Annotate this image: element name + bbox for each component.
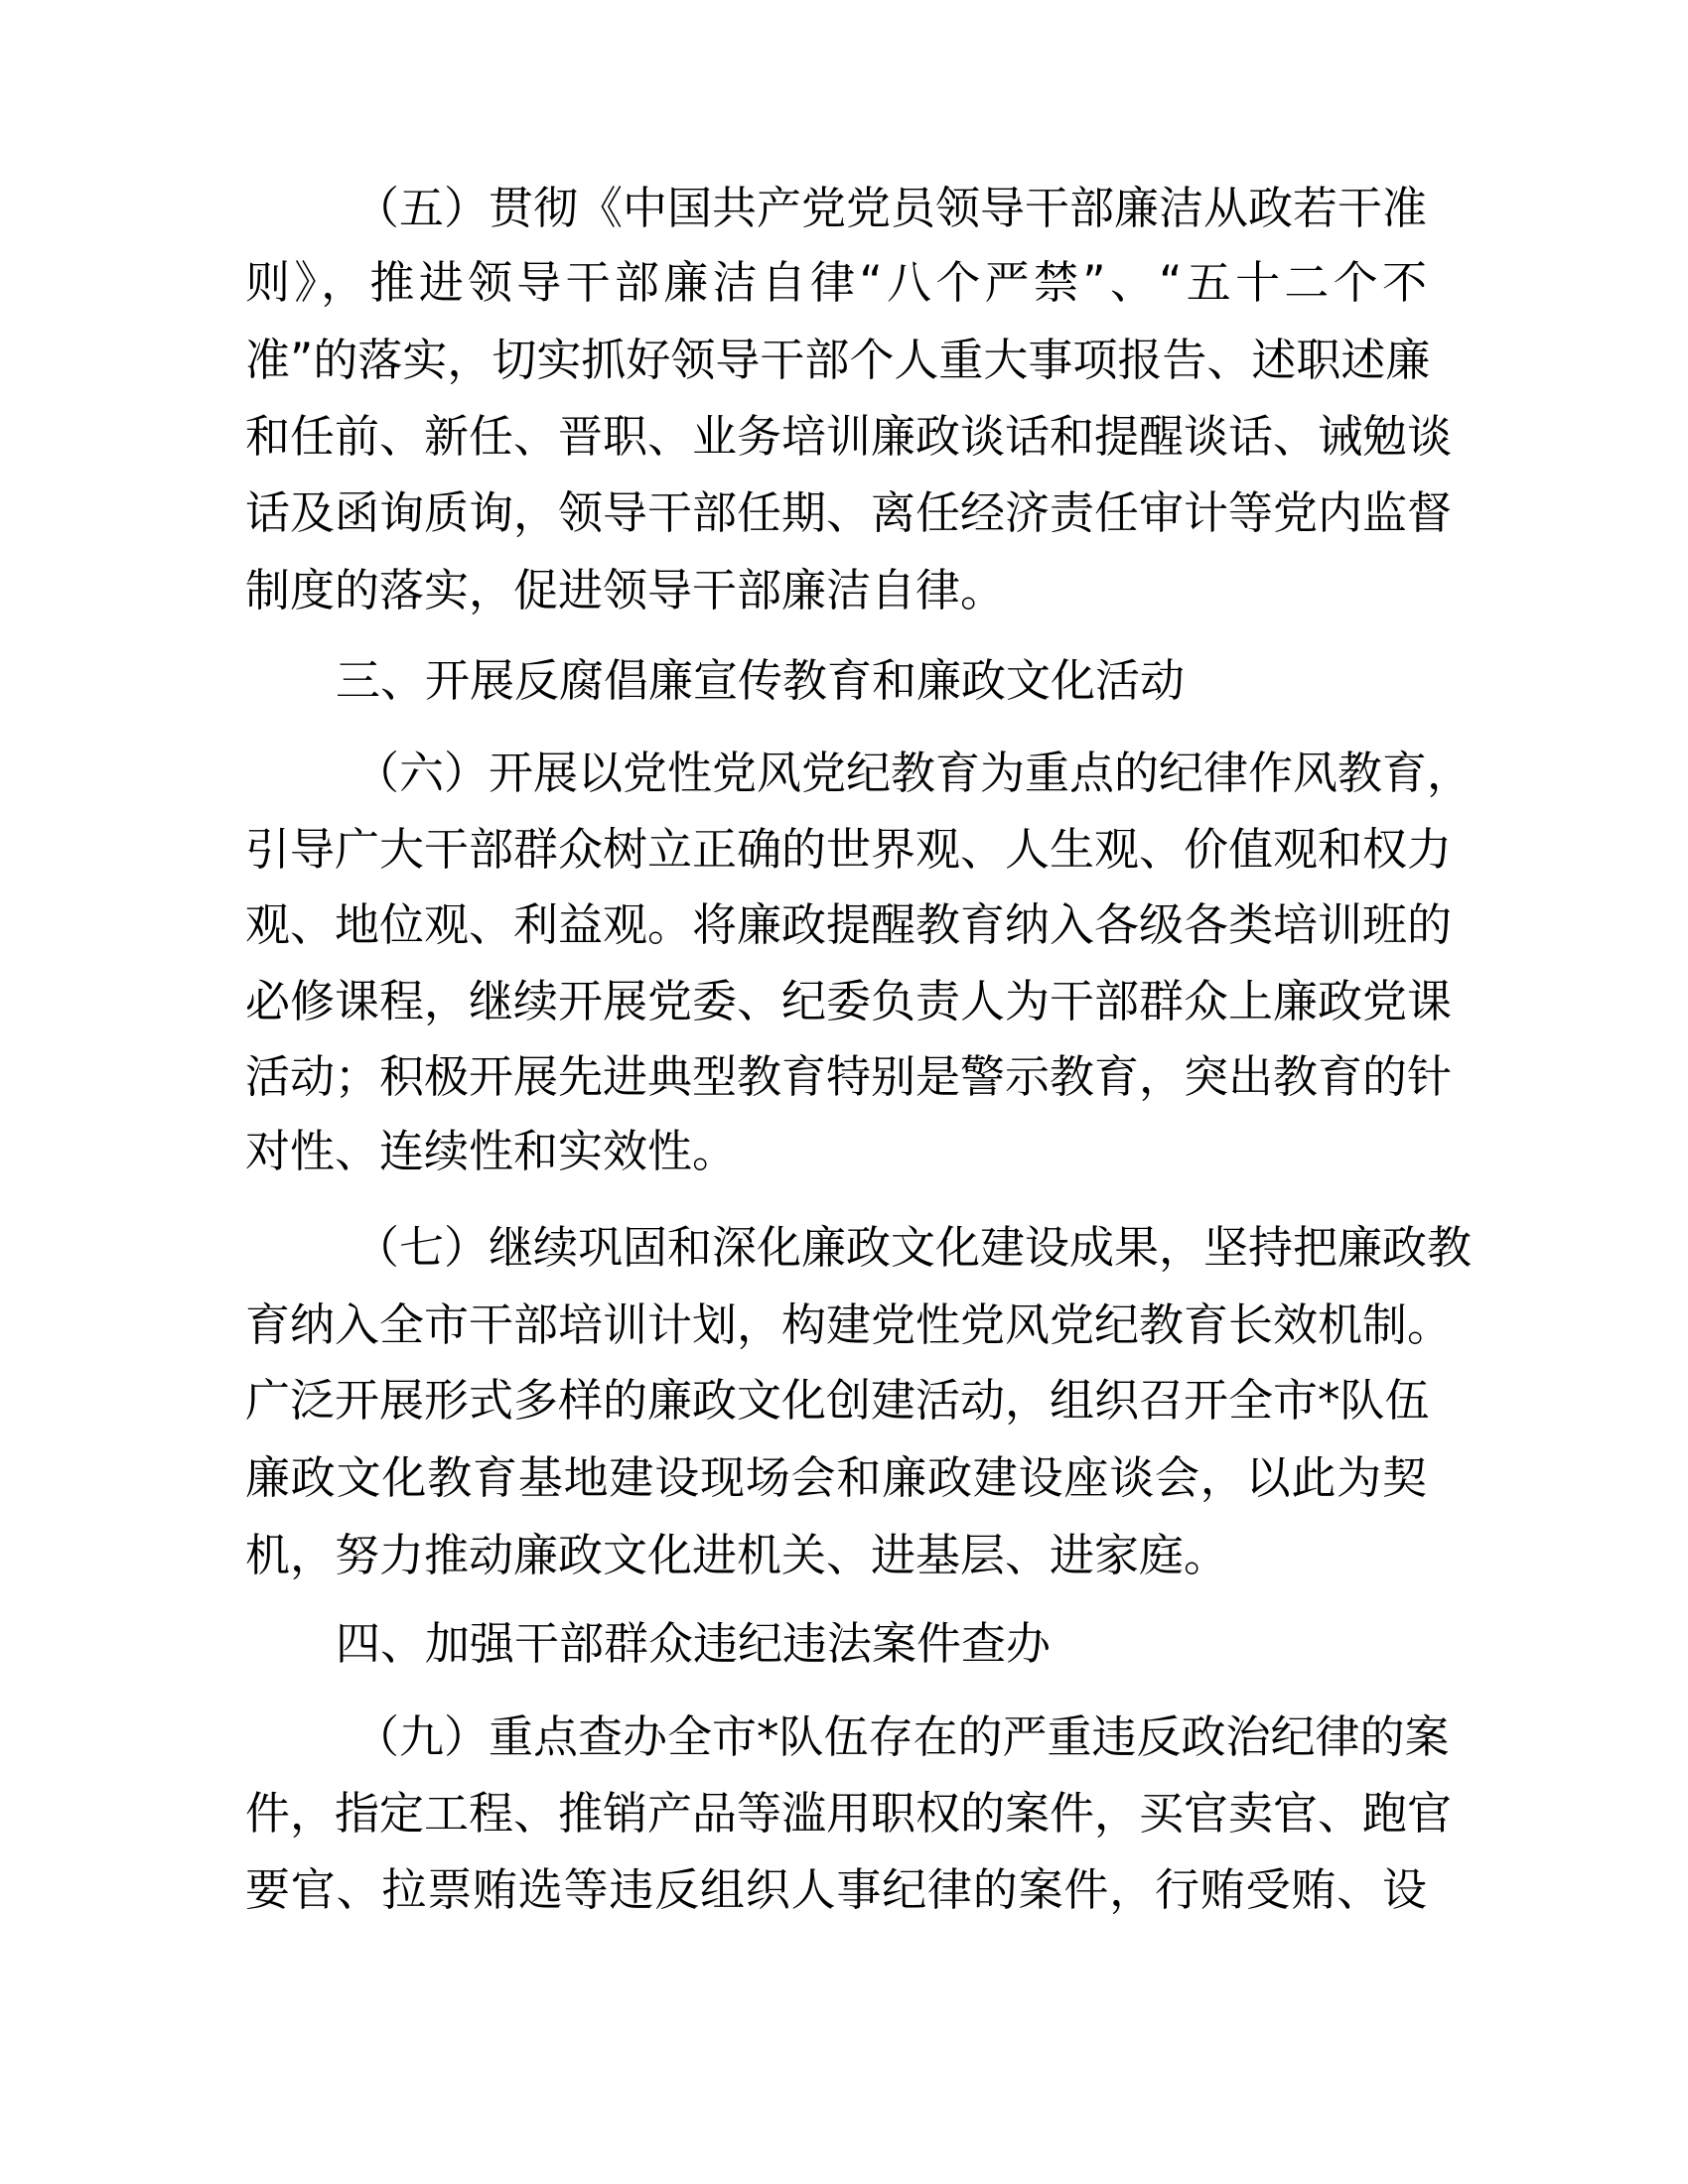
section-heading: 四、加强干部群众违纪违法案件查办 xyxy=(336,1617,1052,1670)
paragraph-line: 引导广大干部群众树立正确的世界观、人生观、价值观和权力 xyxy=(245,823,1453,876)
paragraph-line: 件，指定工程、推销产品等滥用职权的案件，买官卖官、跑官 xyxy=(245,1787,1453,1840)
paragraph-line: 广泛开展形式多样的廉政文化创建活动，组织召开全市*队伍 xyxy=(245,1374,1430,1427)
paragraph-line: 必修课程，继续开展党委、纪委负责人为干部群众上廉政党课 xyxy=(245,975,1453,1027)
paragraph-line: 对性、连续性和实效性。 xyxy=(245,1125,738,1177)
paragraph-line: 和任前、新任、晋职、业务培训廉政谈话和提醒谈话、诫勉谈 xyxy=(245,410,1453,463)
paragraph-line: （六）开展以党性党风党纪教育为重点的纪律作风教育， xyxy=(354,747,1473,799)
paragraph-line: 制度的落实，促进领导干部廉洁自律。 xyxy=(245,564,1006,616)
paragraph-line: 要官、拉票贿选等违反组织人事纪律的案件，行贿受贿、设 xyxy=(245,1863,1427,1916)
paragraph-line: 廉政文化教育基地建设现场会和廉政建设座谈会，以此为契 xyxy=(245,1451,1427,1504)
paragraph-line: （七）继续巩固和深化廉政文化建设成果，坚持把廉政教 xyxy=(354,1221,1473,1274)
paragraph-line: 机，努力推动廉政文化进机关、进基层、进家庭。 xyxy=(245,1529,1229,1581)
section-heading: 三、开展反腐倡廉宣传教育和廉政文化活动 xyxy=(336,654,1186,707)
paragraph-line: 活动；积极开展先进典型教育特别是警示教育，突出教育的针 xyxy=(245,1050,1453,1103)
paragraph-line: 观、地位观、利益观。将廉政提醒教育纳入各级各类培训班的 xyxy=(245,898,1453,951)
paragraph-line: 准”的落实，切实抓好领导干部个人重大事项报告、述职述廉 xyxy=(245,334,1431,386)
paragraph-line: （五）贯彻《中国共产党党员领导干部廉洁从政若干准 xyxy=(354,182,1428,234)
paragraph-line: 话及函询质询，领导干部任期、离任经济责任审计等党内监督 xyxy=(245,486,1453,539)
paragraph-line: 育纳入全市干部培训计划，构建党性党风党纪教育长效机制。 xyxy=(245,1298,1453,1351)
paragraph-line: （九）重点查办全市*队伍存在的严重违反政治纪律的案 xyxy=(354,1710,1450,1763)
paragraph-line: 则》，推进领导干部廉洁自律“八个严禁”、“五十二个不 xyxy=(245,256,1427,309)
